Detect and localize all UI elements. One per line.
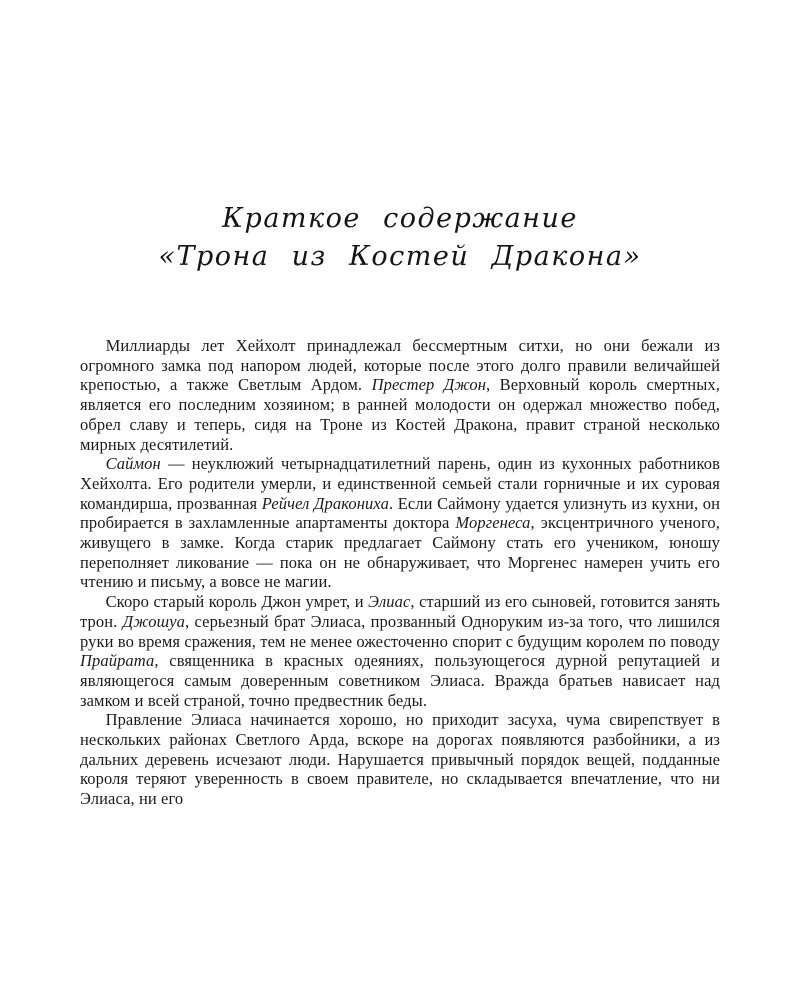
text-segment: , священника в красных одеяниях, пользующегося дурной репутацией и являющегося самым доверенным советником Элиаса. Вражда братьев нависает над замком и всей страной, точно предвестник беды. [80,651,720,710]
character-name-emphasis: Прайрата [80,651,155,671]
paragraph [80,454,720,592]
text-segment: , Верховный король смертных, является его последним хозяином; в ранней молодости он одержал множество побед, обрел славу и теперь, сидя на Троне из Костей Дракона, правит страной несколько мирных десятилетий. [80,375,720,454]
text-segment: Скоро старый король Джон умрет, и [105,592,369,612]
chapter-title-line-1: Краткое содержание [222,203,578,234]
paragraph [80,336,720,454]
chapter-title [80,200,720,276]
text-segment: , серьезный брат Элиаса, прозванный Одноруким из-за того, что лишился руки во время сражения, тем не менее ожесточенно спорит с будущим королем по поводу [80,611,720,651]
chapter-title-line-2: «Трона из Костей Дракона» [158,241,642,272]
text-segment: . Если Саймону удается улизнуть из кухни, он пробирается в захламленные апартаменты доктора [80,493,721,533]
character-name-emphasis: Престер Джон [371,375,487,395]
text-segment: Правление Элиаса начинается хорошо, но приходит засуха, чума свирепствует в нескольких районах Светлого Арда, вскоре на дорогах появляются разбойники, а из дальних деревень исчезают люди. Нарушается привычный порядок вещей, подданные короля теряют уверенность в своем правителе, но складывается впечатление, что ни Элиаса, ни его [80,710,720,809]
character-name-emphasis: Моргенеса [455,513,531,533]
text-segment: , старший из его сыновей, готовится занять трон. [80,592,720,631]
text-segment: — неуклюжий четырнадцатилетний парень, один из кухонных работников Хейхолта. Его родители умерли, и единственной семьей стали горничные и их суровая командирша, прозванная [80,454,720,513]
paragraph [80,710,720,809]
character-name-emphasis: Рейчел Дракониха [261,493,389,513]
text-segment: Миллиарды лет Хейхолт принадлежал бессмертным ситхи, но они бежали из огромного замка под напором людей, которые после этого долго правили величайшей крепостью, а также Светлым Ардом. [80,336,720,395]
character-name-emphasis: Джошуа [122,611,185,631]
character-name-emphasis: Элиас [368,592,411,612]
body-text [80,336,720,809]
text-segment: , эксцентричного ученого, живущего в замке. Когда старик предлагает Саймону стать его учеником, юношу переполняет ликование — пока он не обнаруживает, что Моргенес намерен учить его чтению и письму, а вовсе не магии. [80,513,721,592]
paragraph [80,592,720,710]
character-name-emphasis: Саймон [105,454,161,474]
